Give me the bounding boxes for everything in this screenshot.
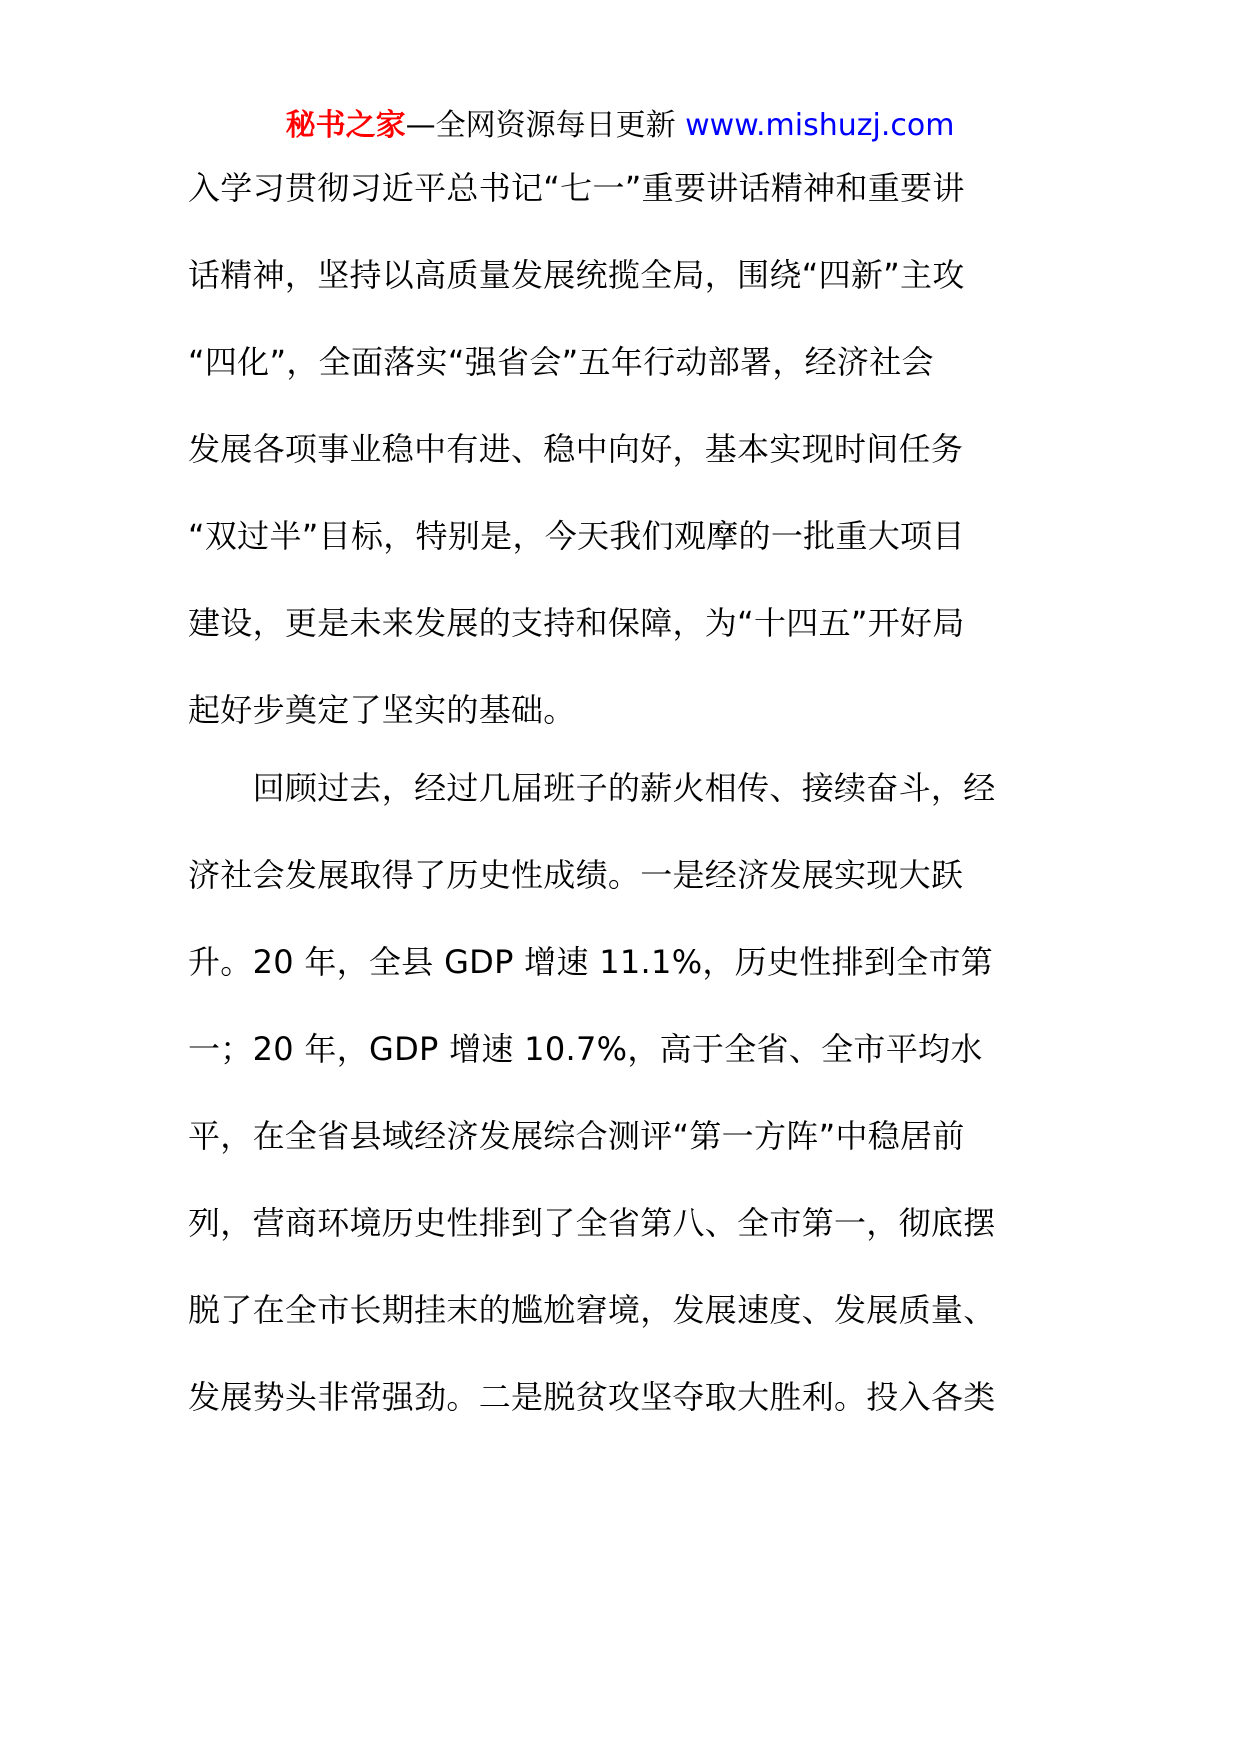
text-line: 发展各项事业稳中有进、稳中向好，基本实现时间任务 — [188, 430, 964, 468]
site-url-link[interactable]: www.mishuzj.com — [685, 108, 955, 143]
text-line: 列，营商环境历史性排到了全省第八、全市第一，彻底摆 — [188, 1204, 996, 1242]
text-line: 起好步奠定了坚实的基础。 — [188, 691, 576, 729]
brand-name: 秘书之家 — [285, 108, 406, 143]
page-header — [0, 104, 1240, 148]
text-line: “四化”，全面落实“强省会”五年行动部署，经济社会 — [188, 343, 934, 381]
text-line: 发展势头非常强劲。二是脱贫攻坚夺取大胜利。投入各类 — [188, 1378, 996, 1416]
text-line: 平，在全省县域经济发展综合测评“第一方阵”中稳居前 — [188, 1117, 965, 1155]
text-line: 回顾过去，经过几届班子的薪火相传、接续奋斗，经 — [188, 769, 996, 807]
text-line: 建设，更是未来发展的支持和保障，为“十四五”开好局 — [188, 604, 965, 642]
text-line: 一；20 年，GDP 增速 10.7%，高于全省、全市平均水 — [188, 1030, 983, 1068]
text-line: 入学习贯彻习近平总书记“七一”重要讲话精神和重要讲 — [188, 169, 965, 207]
text-line: 升。20 年，全县 GDP 增速 11.1%，历史性排到全市第 — [188, 943, 994, 981]
text-line: 脱了在全市长期挂末的尴尬窘境，发展速度、发展质量、 — [188, 1291, 996, 1329]
header-tagline: —全网资源每日更新 — [405, 108, 686, 143]
text-line: 话精神，坚持以高质量发展统揽全局，围绕“四新”主攻 — [188, 256, 965, 294]
text-line: “双过半”目标，特别是，今天我们观摩的一批重大项目 — [188, 517, 965, 555]
text-line: 济社会发展取得了历史性成绩。一是经济发展实现大跃 — [188, 856, 964, 894]
